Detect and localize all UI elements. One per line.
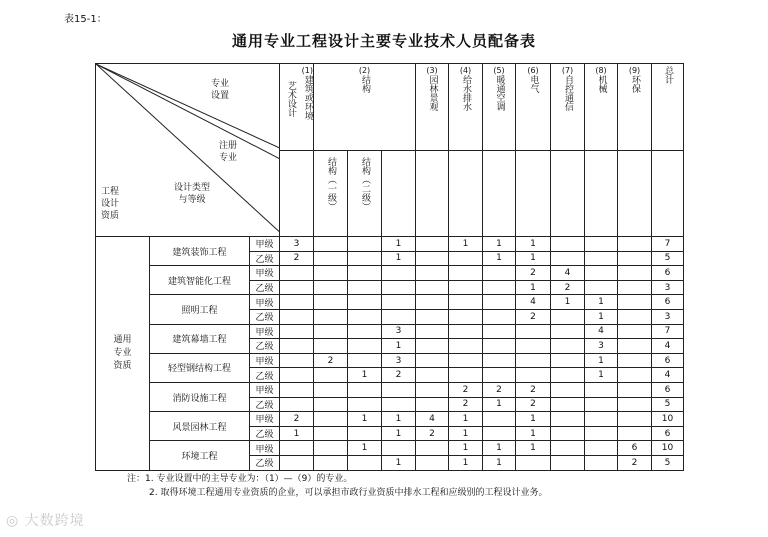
spec-col-2-num: (2): [358, 66, 371, 75]
count-cell: [483, 412, 516, 427]
count-cell: 1: [585, 368, 618, 383]
count-cell: 1: [516, 251, 551, 266]
count-cell: [516, 339, 551, 354]
count-cell: [280, 368, 314, 383]
notes: [127, 472, 547, 500]
count-cell: [585, 251, 618, 266]
grade-cell: 甲级: [250, 266, 280, 281]
count-cell: [314, 368, 348, 383]
spec-col-8-num: (8): [595, 66, 607, 75]
struct-level-2-label: 结构（二级）: [360, 156, 370, 211]
grade-cell: 乙级: [250, 309, 280, 324]
spec-col-9-num: (9): [628, 66, 641, 75]
count-cell: 1: [449, 426, 483, 441]
total-cell: 10: [652, 412, 684, 427]
count-cell: [314, 382, 348, 397]
spec-col-3-name: 园林景观: [427, 75, 438, 111]
table-row: [96, 441, 684, 456]
spec-col-6-num: (6): [527, 66, 539, 75]
count-cell: 1: [483, 251, 516, 266]
total-cell: 6: [652, 382, 684, 397]
count-cell: [585, 397, 618, 412]
count-cell: 1: [449, 455, 483, 470]
count-cell: 4: [516, 295, 551, 310]
count-cell: [618, 309, 652, 324]
count-cell: [280, 382, 314, 397]
grade-cell: 乙级: [250, 426, 280, 441]
count-cell: [618, 339, 652, 354]
count-cell: 2: [516, 309, 551, 324]
count-cell: [585, 237, 618, 252]
count-cell: 2: [314, 353, 348, 368]
count-cell: [618, 295, 652, 310]
count-cell: 1: [585, 309, 618, 324]
count-cell: 1: [449, 441, 483, 456]
count-cell: [348, 309, 382, 324]
count-cell: [280, 339, 314, 354]
total-cell: 5: [652, 251, 684, 266]
count-cell: 1: [382, 339, 416, 354]
count-cell: [280, 280, 314, 295]
spec-col-8: [585, 64, 618, 151]
count-cell: [314, 237, 348, 252]
count-cell: [348, 295, 382, 310]
spec-col-1-extra: 建筑或环境: [302, 75, 313, 120]
count-cell: [483, 295, 516, 310]
grade-cell: 甲级: [250, 295, 280, 310]
count-cell: [348, 251, 382, 266]
count-cell: [416, 397, 449, 412]
reg-col-7: [551, 150, 585, 237]
count-cell: [314, 339, 348, 354]
watermark-icon: ◎: [6, 513, 20, 529]
count-cell: 1: [585, 353, 618, 368]
count-cell: [551, 309, 585, 324]
count-cell: [416, 441, 449, 456]
count-cell: 3: [382, 324, 416, 339]
total-cell: 3: [652, 309, 684, 324]
count-cell: [348, 455, 382, 470]
count-cell: [551, 426, 585, 441]
staffing-table: [95, 63, 684, 471]
table-row: [96, 382, 684, 397]
count-cell: 1: [280, 426, 314, 441]
count-cell: [618, 237, 652, 252]
spec-col-2-name: 结构: [360, 75, 370, 93]
reg-col-6: [516, 150, 551, 237]
page-title: 通用专业工程设计主要专业技术人员配备表: [231, 32, 536, 50]
count-cell: [348, 339, 382, 354]
count-cell: [280, 441, 314, 456]
count-cell: [416, 339, 449, 354]
count-cell: [618, 353, 652, 368]
table-row: [96, 324, 684, 339]
count-cell: [314, 295, 348, 310]
count-cell: [449, 368, 483, 383]
count-cell: [449, 295, 483, 310]
count-cell: 1: [483, 441, 516, 456]
diag-label-design-type: 设计类型 与等级: [173, 183, 210, 205]
reg-col-8: [585, 150, 618, 237]
count-cell: 2: [516, 397, 551, 412]
count-cell: [348, 280, 382, 295]
count-cell: [348, 382, 382, 397]
count-cell: [348, 237, 382, 252]
count-cell: [516, 353, 551, 368]
count-cell: 4: [585, 324, 618, 339]
spec-col-4-num: (4): [459, 66, 472, 75]
reg-col-struct-1: [314, 150, 348, 237]
count-cell: [618, 368, 652, 383]
count-cell: [416, 237, 449, 252]
grade-cell: 甲级: [250, 412, 280, 427]
spec-col-1-num: (1): [301, 66, 313, 75]
project-type-cell: 照明工程: [150, 295, 250, 324]
spec-col-5: [483, 64, 516, 151]
count-cell: 1: [449, 412, 483, 427]
spec-col-4: [449, 64, 483, 151]
grade-cell: 乙级: [250, 339, 280, 354]
reg-col-struct-2: [348, 150, 382, 237]
diagonal-lines: [96, 64, 280, 236]
total-cell: 6: [652, 426, 684, 441]
count-cell: [449, 324, 483, 339]
diag-label-registered: 注册 专业: [218, 141, 237, 163]
count-cell: [551, 251, 585, 266]
count-cell: [382, 295, 416, 310]
spec-col-9-name: 环保: [630, 75, 640, 93]
table-row: [96, 237, 684, 252]
spec-col-4-name: 给水排水: [461, 75, 471, 111]
grade-cell: 乙级: [250, 368, 280, 383]
spec-col-8-name: 机械: [596, 75, 607, 93]
count-cell: [280, 309, 314, 324]
count-cell: [416, 353, 449, 368]
count-cell: [416, 251, 449, 266]
count-cell: [483, 353, 516, 368]
reg-col-4: [449, 150, 483, 237]
count-cell: [314, 455, 348, 470]
count-cell: [618, 382, 652, 397]
reg-col-total: [652, 150, 684, 237]
count-cell: [483, 309, 516, 324]
count-cell: [483, 280, 516, 295]
project-type-cell: 风景园林工程: [150, 412, 250, 441]
count-cell: 2: [483, 382, 516, 397]
count-cell: [483, 426, 516, 441]
count-cell: 3: [382, 353, 416, 368]
count-cell: 1: [382, 251, 416, 266]
count-cell: [416, 324, 449, 339]
count-cell: [585, 455, 618, 470]
count-cell: [551, 368, 585, 383]
note-1: 注：1. 专业设置中的主导专业为：（1）—（9）的专业。: [127, 474, 353, 484]
count-cell: 1: [551, 295, 585, 310]
total-cell: 6: [652, 353, 684, 368]
count-cell: [483, 368, 516, 383]
count-cell: [449, 339, 483, 354]
count-cell: 2: [382, 368, 416, 383]
count-cell: [551, 441, 585, 456]
count-cell: [280, 353, 314, 368]
count-cell: 4: [416, 412, 449, 427]
project-type-cell: 环境工程: [150, 441, 250, 470]
count-cell: [382, 441, 416, 456]
count-cell: 6: [618, 441, 652, 456]
count-cell: 1: [449, 237, 483, 252]
count-cell: [314, 412, 348, 427]
count-cell: [618, 280, 652, 295]
count-cell: [449, 251, 483, 266]
count-cell: 2: [416, 426, 449, 441]
table-row: [96, 295, 684, 310]
count-cell: 1: [382, 426, 416, 441]
count-cell: 1: [516, 280, 551, 295]
total-cell: 4: [652, 368, 684, 383]
spec-col-7-name: 自控通信: [563, 75, 573, 111]
count-cell: 1: [348, 412, 382, 427]
struct-level-1-label: 结构（一级）: [326, 156, 336, 211]
count-cell: [449, 266, 483, 281]
count-cell: [516, 368, 551, 383]
count-cell: 1: [516, 426, 551, 441]
count-cell: 1: [516, 237, 551, 252]
grade-cell: 甲级: [250, 324, 280, 339]
diag-label-specialty: 专业 设置: [210, 79, 229, 101]
spec-col-5-name: 暖通空调: [494, 75, 505, 111]
spec-col-1-name: 艺术设计: [285, 80, 296, 117]
count-cell: 3: [585, 339, 618, 354]
count-cell: 2: [516, 382, 551, 397]
spec-col-2: [314, 64, 416, 151]
reg-col-3: [416, 150, 449, 237]
spec-col-1: [280, 64, 314, 151]
count-cell: [585, 426, 618, 441]
count-cell: 1: [483, 397, 516, 412]
count-cell: [551, 397, 585, 412]
count-cell: [551, 455, 585, 470]
count-cell: [516, 455, 551, 470]
reg-col-1: [280, 150, 314, 237]
count-cell: [585, 266, 618, 281]
count-cell: [551, 339, 585, 354]
count-cell: [618, 397, 652, 412]
spec-col-3: [416, 64, 449, 151]
count-cell: 2: [516, 266, 551, 281]
count-cell: [382, 266, 416, 281]
count-cell: 1: [516, 412, 551, 427]
table-number-label: 表15-1：: [64, 14, 107, 25]
grade-cell: 甲级: [250, 237, 280, 252]
watermark-logo: [6, 510, 85, 530]
table-row: [96, 412, 684, 427]
total-cell: 7: [652, 237, 684, 252]
count-cell: [416, 455, 449, 470]
count-cell: [314, 251, 348, 266]
count-cell: [348, 324, 382, 339]
total-cell: 4: [652, 339, 684, 354]
count-cell: [416, 295, 449, 310]
spec-col-total-name: 总计: [663, 66, 673, 84]
project-type-cell: 建筑幕墙工程: [150, 324, 250, 353]
count-cell: 2: [551, 280, 585, 295]
total-cell: 6: [652, 266, 684, 281]
spec-col-5-num: (5): [493, 66, 505, 75]
count-cell: 1: [516, 441, 551, 456]
count-cell: [618, 251, 652, 266]
count-cell: [280, 397, 314, 412]
watermark-text: 大数跨境: [24, 513, 85, 529]
count-cell: [551, 237, 585, 252]
count-cell: [280, 324, 314, 339]
spec-col-6: [516, 64, 551, 151]
count-cell: 1: [585, 295, 618, 310]
count-cell: 2: [280, 251, 314, 266]
count-cell: [551, 353, 585, 368]
count-cell: [483, 339, 516, 354]
count-cell: [314, 441, 348, 456]
reg-col-9: [618, 150, 652, 237]
count-cell: [618, 266, 652, 281]
grade-cell: 甲级: [250, 441, 280, 456]
count-cell: [585, 280, 618, 295]
count-cell: [314, 426, 348, 441]
count-cell: [551, 412, 585, 427]
count-cell: [416, 368, 449, 383]
count-cell: [280, 295, 314, 310]
count-cell: [314, 280, 348, 295]
count-cell: [585, 382, 618, 397]
total-cell: 3: [652, 280, 684, 295]
grade-cell: 甲级: [250, 353, 280, 368]
project-type-cell: 消防设施工程: [150, 382, 250, 411]
total-cell: 5: [652, 455, 684, 470]
spec-col-total: [652, 64, 684, 151]
spec-col-7-num: (7): [561, 66, 574, 75]
count-cell: [280, 266, 314, 281]
project-type-cell: 建筑智能化工程: [150, 266, 250, 295]
table-row: [96, 353, 684, 368]
count-cell: [382, 280, 416, 295]
count-cell: [348, 353, 382, 368]
spec-col-3-num: (3): [426, 66, 438, 75]
count-cell: [314, 309, 348, 324]
count-cell: [382, 397, 416, 412]
count-cell: [314, 266, 348, 281]
count-cell: 1: [483, 237, 516, 252]
count-cell: [314, 324, 348, 339]
header-diagonal-cell: [96, 64, 280, 237]
spec-col-9: [618, 64, 652, 151]
count-cell: [618, 412, 652, 427]
grade-cell: 乙级: [250, 397, 280, 412]
spec-col-7: [551, 64, 585, 151]
qualification-cell: 通用 专业 资质: [96, 237, 150, 471]
count-cell: 1: [348, 441, 382, 456]
count-cell: [618, 324, 652, 339]
total-cell: 5: [652, 397, 684, 412]
count-cell: [449, 280, 483, 295]
table-row: [96, 266, 684, 281]
count-cell: [348, 426, 382, 441]
grade-cell: 乙级: [250, 280, 280, 295]
note-2: 2. 取得环境工程通用专业资质的企业，可以承担市政行业资质中排水工程和应级别的工程设计业务。: [149, 488, 548, 498]
grade-cell: 乙级: [250, 251, 280, 266]
total-cell: 6: [652, 295, 684, 310]
total-cell: 10: [652, 441, 684, 456]
table-body: [96, 237, 684, 471]
spec-col-6-name: 电气: [528, 75, 539, 93]
count-cell: 1: [382, 237, 416, 252]
count-cell: [483, 324, 516, 339]
count-cell: [348, 397, 382, 412]
count-cell: 1: [483, 455, 516, 470]
count-cell: [449, 353, 483, 368]
count-cell: 1: [382, 412, 416, 427]
count-cell: 3: [280, 237, 314, 252]
count-cell: [618, 426, 652, 441]
count-cell: 4: [551, 266, 585, 281]
project-type-cell: 建筑装饰工程: [150, 237, 250, 266]
total-cell: 7: [652, 324, 684, 339]
count-cell: 2: [449, 397, 483, 412]
count-cell: 1: [382, 455, 416, 470]
count-cell: [551, 324, 585, 339]
count-cell: [449, 309, 483, 324]
count-cell: 2: [449, 382, 483, 397]
count-cell: [280, 455, 314, 470]
count-cell: [416, 382, 449, 397]
diag-label-qualification: 工程 设计 资质: [100, 187, 119, 221]
count-cell: [483, 266, 516, 281]
count-cell: [382, 309, 416, 324]
count-cell: [382, 382, 416, 397]
count-cell: [314, 397, 348, 412]
count-cell: [416, 266, 449, 281]
count-cell: [585, 441, 618, 456]
grade-cell: 甲级: [250, 382, 280, 397]
count-cell: 1: [348, 368, 382, 383]
count-cell: [416, 280, 449, 295]
reg-col-struct-3: [382, 150, 416, 237]
reg-col-5: [483, 150, 516, 237]
count-cell: [416, 309, 449, 324]
count-cell: [516, 324, 551, 339]
count-cell: [551, 382, 585, 397]
count-cell: [585, 412, 618, 427]
project-type-cell: 轻型钢结构工程: [150, 353, 250, 382]
grade-cell: 乙级: [250, 455, 280, 470]
count-cell: 2: [280, 412, 314, 427]
count-cell: 2: [618, 455, 652, 470]
count-cell: [348, 266, 382, 281]
